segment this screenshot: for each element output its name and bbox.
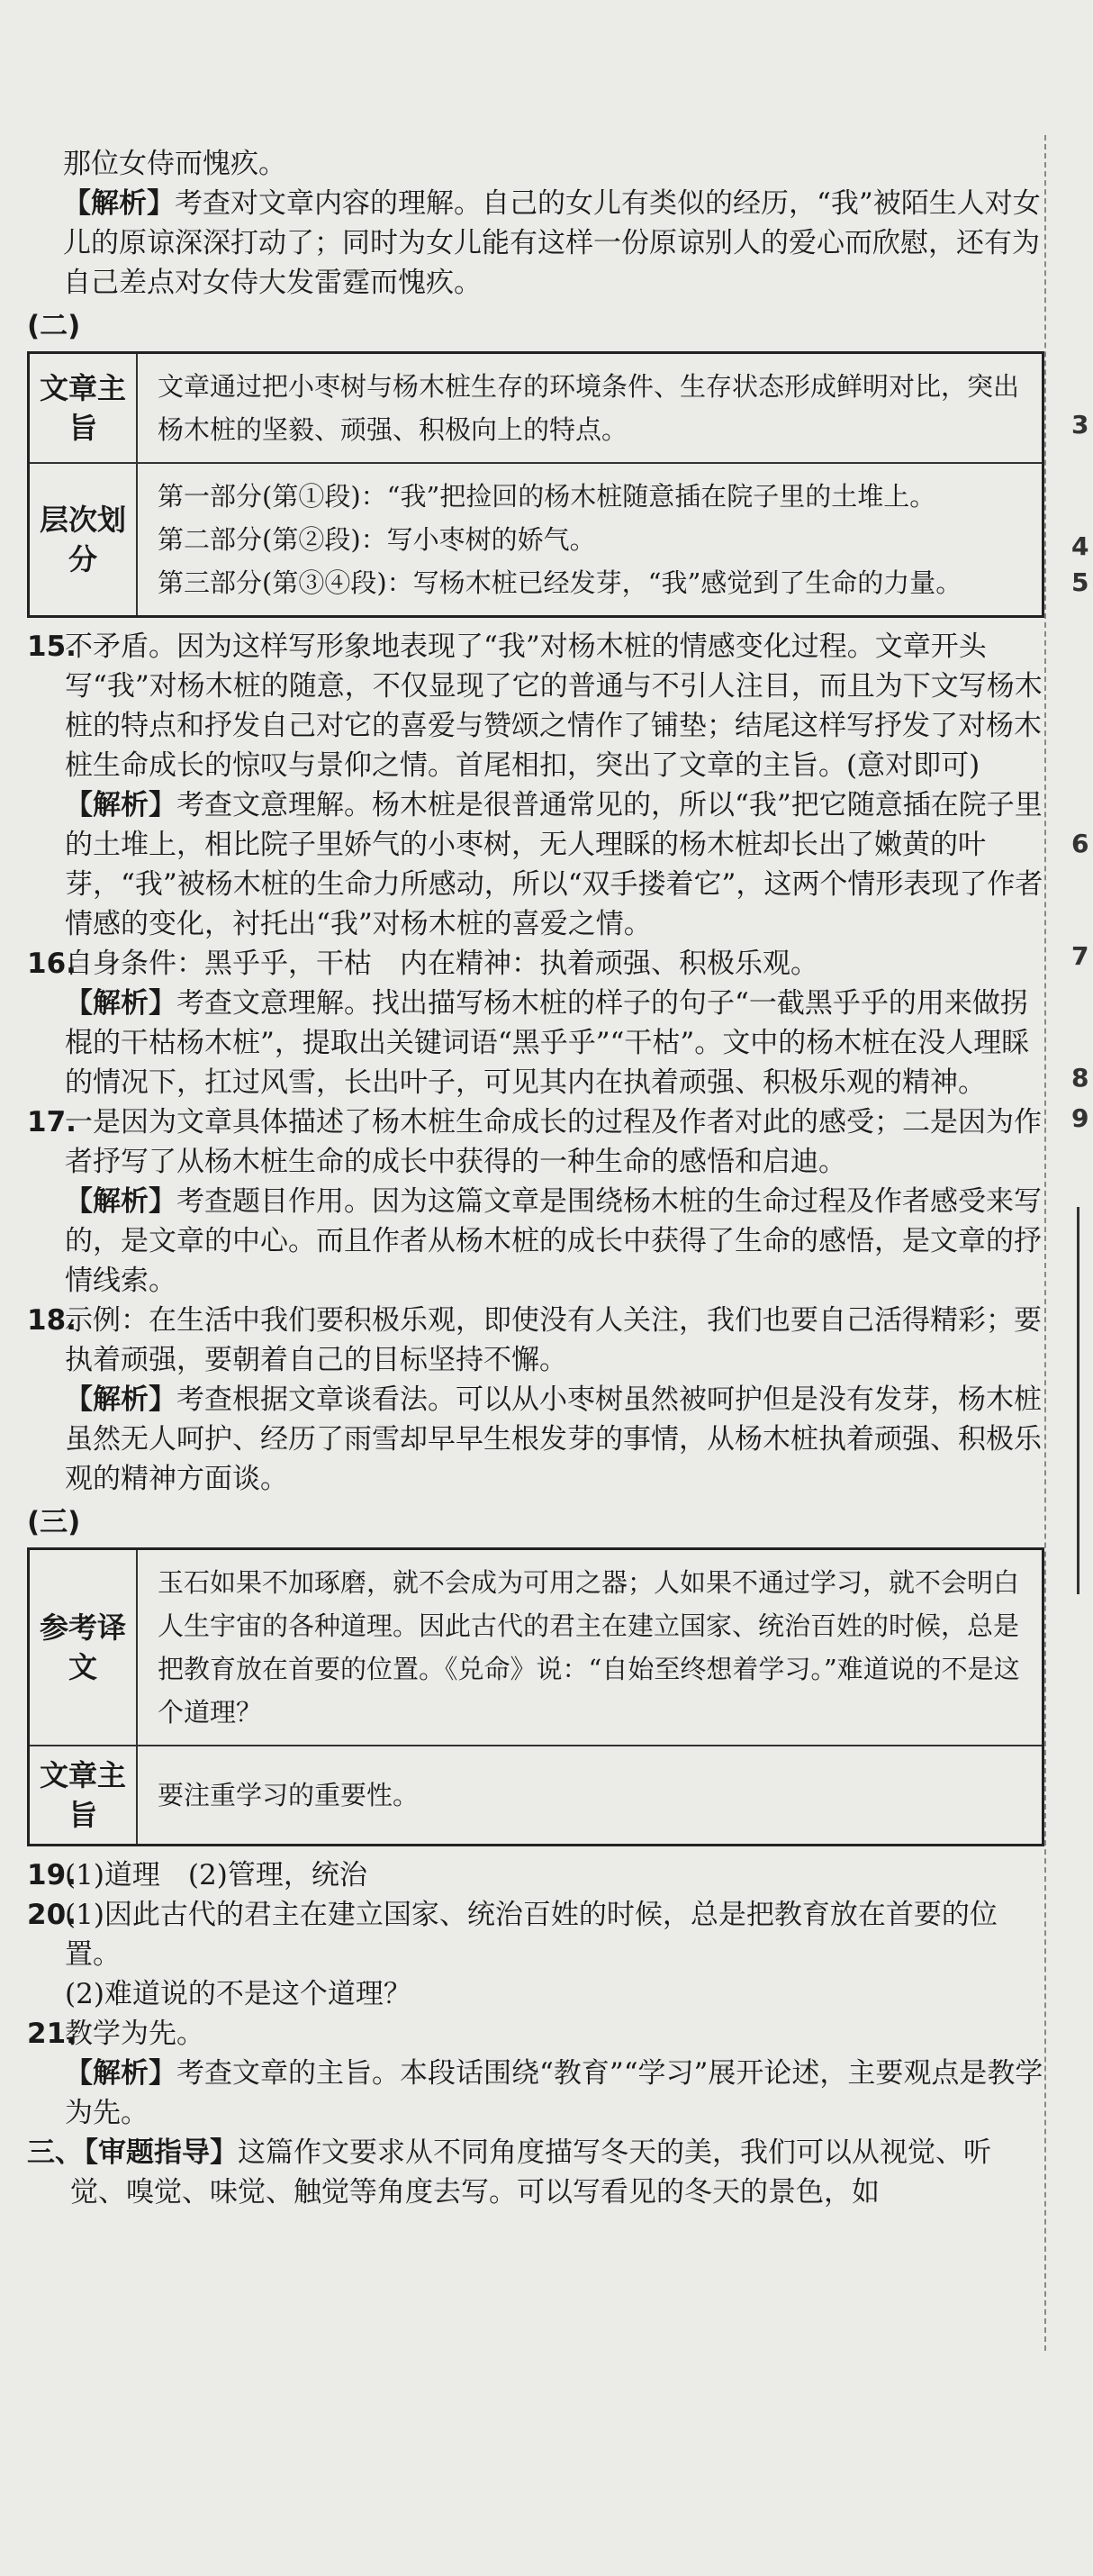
table-cell: 文章通过把小枣树与杨木桩生存的环境条件、生存状态形成鲜明对比，突出杨木桩的坚毅、顽强、积极向上的特点。 (137, 353, 1043, 464)
intro-analysis (27, 184, 1044, 303)
intro-line: 那位女侍而愧疚。 (63, 148, 286, 180)
main-content (27, 144, 1044, 2212)
margin-number: 9 (1071, 1103, 1089, 1133)
answer-16 (27, 944, 1044, 1102)
analysis-text: 考查题目作用。因为这篇文章是围绕杨木桩的生命过程及作者感受来写的，是文章的中心。而且作者从杨木桩的成长中获得了生命的感悟，是文章的抒情线索。 (65, 1185, 1042, 1297)
answer-21 (27, 2014, 1044, 2133)
margin-number: 7 (1071, 941, 1089, 971)
section-2-heading: (二) (27, 310, 81, 342)
answer-text: 一是因为文章具体描述了杨木桩生命成长的过程及作者对此的感受；二是因为作者抒写了从杨木桩生命的成长中获得的一种生命的感悟和启迪。 (65, 1106, 1042, 1178)
answer-text: 不矛盾。因为这样写形象地表现了“我”对杨木桩的情感变化过程。文章开头写“我”对杨木桩的随意，不仅显现了它的普通与不引人注目，而且为下文写杨木桩的特点和抒发自己对它的喜爱与赞颂之情作了铺垫；结尾这样写抒发了对杨木桩生命成长的惊叹与景仰之情。首尾相扣，突出了文章的主旨。(意对即可) (65, 630, 1043, 782)
answer-number: 17. (27, 1106, 77, 1138)
section-3-table (27, 1547, 1044, 1846)
answer-17 (27, 1102, 1044, 1301)
analysis-text: 考查文意理解。杨木桩是很普通常见的，所以“我”把它随意插在院子里的土堆上，相比院子里娇气的小枣树，无人理睬的杨木桩却长出了嫩黄的叶芽，“我”被杨木桩的生命力所感动，所以“双手搂着它”，这两个情形表现了作者情感的变化，衬托出“我”对杨木桩的喜爱之情。 (65, 789, 1043, 940)
margin-number: 8 (1071, 1063, 1089, 1093)
table-cell (137, 463, 1043, 617)
answer-text: 教学为先。 (65, 2018, 204, 2050)
analysis-label: 【解析】 (65, 1383, 176, 1416)
table-line: 第三部分(第③④段)：写杨木桩已经发芽，“我”感觉到了生命的力量。 (158, 567, 962, 598)
analysis-label: 【解析】 (63, 187, 175, 220)
table-label: 参考译文 (29, 1549, 138, 1746)
analysis-text: 考查根据文章谈看法。可以从小枣树虽然被呵护但是没有发芽，杨木桩虽然无人呵护、经历了雨雪却早早生根发芽的事情，从杨木桩执着顽强、积极乐观的精神方面谈。 (65, 1383, 1042, 1495)
answer-number: 15. (27, 630, 77, 663)
answer-text: (1)因此古代的君主在建立国家、统治百姓的时候，总是把教育放在首要的位置。 (65, 1899, 998, 1971)
answer-number: 19. (27, 1859, 77, 1891)
margin-number: 5 (1071, 567, 1089, 597)
guide-label: 【审题指导】 (70, 2136, 238, 2169)
table-cell: 玉石如果不加琢磨，就不会成为可用之器；人如果不通过学习，就不会明白人生宇宙的各种道理。因此古代的君主在建立国家、统治百姓的时候，总是把教育放在首要的位置。《兑命》说：“自始至终想着学习。”难道说的不是这个道理？ (137, 1549, 1043, 1746)
table-cell: 要注重学习的重要性。 (137, 1746, 1043, 1846)
analysis-text: 考查对文章内容的理解。自己的女儿有类似的经历，“我”被陌生人对女儿的原谅深深打动了；同时为女儿能有这样一份原谅别人的爱心而欣慰，还有为自己差点对女侍大发雷霆而愧疚。 (63, 187, 1041, 299)
section-2-table (27, 351, 1044, 618)
answer-text: 示例：在生活中我们要积极乐观，即使没有人关注，我们也要自己活得精彩；要执着顽强，要朝着自己的目标坚持不懈。 (65, 1304, 1042, 1376)
answer-text: 自身条件：黑乎乎，干枯 内在精神：执着顽强、积极乐观。 (65, 948, 818, 980)
table-line: 第一部分(第①段)：“我”把捡回的杨木桩随意插在院子里的土堆上。 (158, 481, 936, 512)
answer-text: (2)难道说的不是这个道理？ (65, 1978, 411, 2010)
answer-20 (27, 1895, 1044, 2014)
analysis-label: 【解析】 (65, 2057, 176, 2090)
guide-text: 这篇作文要求从不同角度描写冬天的美，我们可以从视觉、听觉、嗅觉、味觉、触觉等角度去写。可以写看见的冬天的景色，如 (70, 2136, 991, 2209)
section-3-heading: (三) (27, 1506, 81, 1538)
part-3-writing-guide (27, 2133, 1044, 2212)
margin-number: 3 (1071, 410, 1089, 440)
answer-number: 21. (27, 2018, 77, 2050)
answer-number: 16. (27, 948, 77, 980)
table-label: 层次划分 (29, 463, 138, 617)
margin-bracket (1077, 1207, 1087, 1594)
analysis-label: 【解析】 (65, 789, 176, 821)
part-number: 三、 (27, 2136, 83, 2169)
answer-text: (1)道理 (2)管理，统治 (65, 1859, 367, 1891)
table-line: 第二部分(第②段)：写小枣树的娇气。 (158, 524, 596, 555)
analysis-label: 【解析】 (65, 987, 176, 1020)
answer-18 (27, 1301, 1044, 1499)
analysis-label: 【解析】 (65, 1185, 176, 1218)
margin-number: 4 (1071, 531, 1089, 561)
answer-number: 18. (27, 1304, 77, 1337)
analysis-text: 考查文章的主旨。本段话围绕“教育”“学习”展开论述，主要观点是教学为先。 (65, 2057, 1043, 2129)
answer-19 (27, 1855, 1044, 1895)
answer-number: 20. (27, 1899, 77, 1931)
fold-dashed-line (1044, 135, 1046, 2351)
table-label: 文章主旨 (29, 353, 138, 464)
analysis-text: 考查文意理解。找出描写杨木桩的样子的句子“一截黑乎乎的用来做拐棍的干枯杨木桩”，提取出关键词语“黑乎乎”“干枯”。文中的杨木桩在没人理睬的情况下，扛过风雪，长出叶子，可见其内在执着顽强、积极乐观的精神。 (65, 987, 1030, 1099)
table-label: 文章主旨 (29, 1746, 138, 1846)
answer-15 (27, 627, 1044, 944)
margin-number: 6 (1071, 829, 1089, 858)
